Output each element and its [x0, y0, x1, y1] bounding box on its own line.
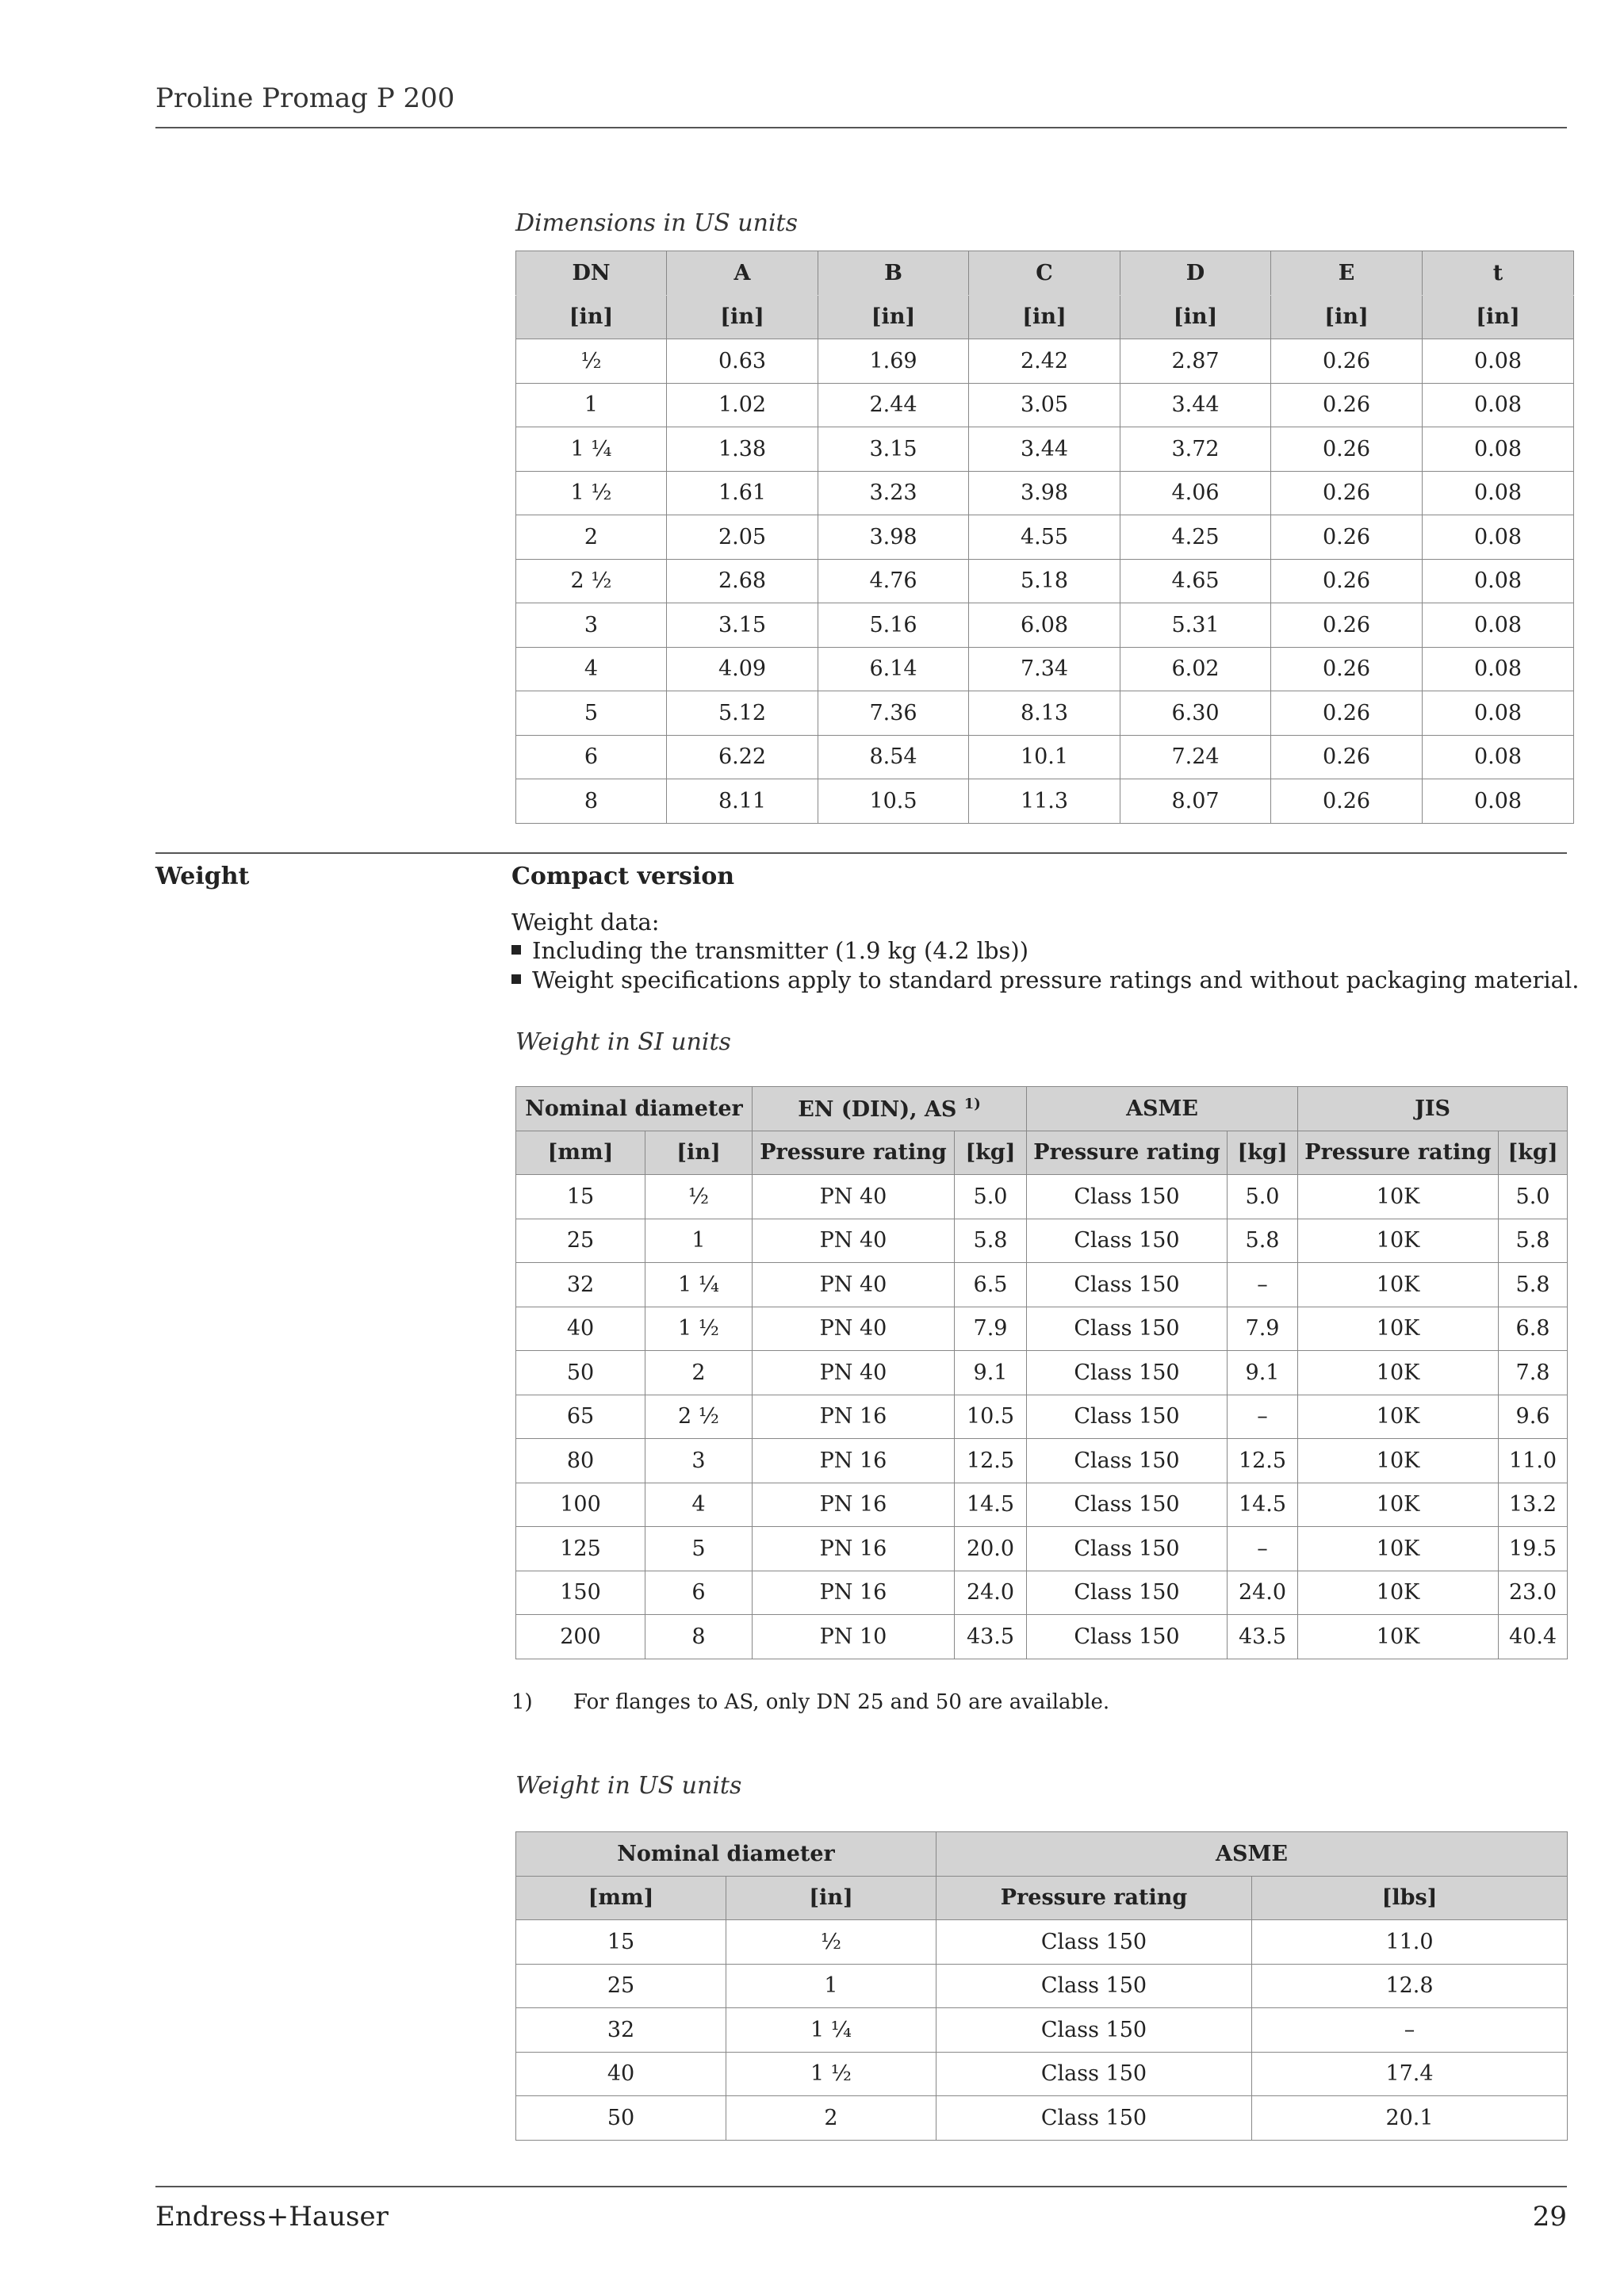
table-cell: 2	[726, 2096, 936, 2141]
table-row	[516, 339, 1574, 384]
dims-col-header: E	[1271, 251, 1423, 296]
dims-header-row	[516, 251, 1574, 296]
table-cell: 0.26	[1271, 691, 1423, 736]
weight-si-table	[515, 1086, 1568, 1659]
table-cell: 3.98	[818, 515, 969, 560]
table-cell: 0.26	[1271, 383, 1423, 427]
table-cell: 24.0	[955, 1571, 1027, 1615]
table-cell: ½	[726, 1920, 936, 1965]
si-sub-header: Pressure rating	[753, 1131, 955, 1175]
table-cell: 3.98	[969, 471, 1120, 515]
table-cell: 12.5	[955, 1439, 1027, 1483]
table-cell: Class 150	[1027, 1615, 1228, 1659]
table-cell: 0.08	[1423, 427, 1574, 472]
si-group-row	[516, 1087, 1568, 1131]
table-row	[516, 559, 1574, 603]
si-sub-header: [mm]	[516, 1131, 645, 1175]
table-cell: Class 150	[1027, 1351, 1228, 1395]
table-cell: 0.08	[1423, 647, 1574, 691]
table-cell: 15	[516, 1175, 645, 1219]
table-cell: 4	[516, 647, 667, 691]
table-cell: 25	[516, 1219, 645, 1263]
table-cell: 8.11	[667, 779, 818, 824]
table-cell: –	[1228, 1527, 1298, 1571]
table-cell: 0.08	[1423, 603, 1574, 648]
table-cell: 0.08	[1423, 559, 1574, 603]
table-cell: 19.5	[1499, 1527, 1568, 1571]
table-cell: 10K	[1298, 1219, 1499, 1263]
table-cell: 8	[645, 1615, 753, 1659]
table-cell: 0.26	[1271, 515, 1423, 560]
si-caption: Weight in SI units	[515, 1028, 731, 1056]
dims-col-unit: [in]	[1120, 295, 1271, 339]
table-cell: 5.0	[955, 1175, 1027, 1219]
table-cell: PN 16	[753, 1439, 955, 1483]
page-number: 29	[1532, 2201, 1567, 2233]
table-cell: 11.0	[1499, 1439, 1568, 1483]
table-cell: 5.0	[1499, 1175, 1568, 1219]
table-row	[516, 2008, 1568, 2053]
table-cell: 6	[645, 1571, 753, 1615]
table-cell: 0.26	[1271, 779, 1423, 824]
table-row	[516, 1527, 1568, 1571]
table-cell: 32	[516, 1263, 645, 1307]
table-cell: 6.8	[1499, 1307, 1568, 1351]
si-body	[516, 1175, 1568, 1659]
table-cell: 3	[645, 1439, 753, 1483]
table-row	[516, 2096, 1568, 2141]
table-cell: 10K	[1298, 1351, 1499, 1395]
bullet-icon	[511, 945, 521, 955]
table-cell: Class 150	[936, 2052, 1252, 2096]
table-cell: 2	[645, 1351, 753, 1395]
table-cell: 4.06	[1120, 471, 1271, 515]
table-row	[516, 647, 1574, 691]
table-cell: 200	[516, 1615, 645, 1659]
table-cell: 4.76	[818, 559, 969, 603]
section-label-weight: Weight	[155, 863, 250, 890]
bullet-text: Weight specifications apply to standard pressure ratings and without packaging material.	[532, 966, 1580, 993]
us-body	[516, 1920, 1568, 2141]
us-caption: Weight in US units	[515, 1772, 742, 1800]
table-cell: PN 40	[753, 1263, 955, 1307]
table-cell: 0.08	[1423, 779, 1574, 824]
table-cell: 1 ¼	[645, 1263, 753, 1307]
table-row	[516, 1439, 1568, 1483]
footer-rule	[155, 2186, 1567, 2187]
table-cell: 10.5	[955, 1395, 1027, 1439]
si-sub-header: [kg]	[955, 1131, 1027, 1175]
table-cell: 8.13	[969, 691, 1120, 736]
us-sub-header: [in]	[726, 1876, 936, 1920]
us-sub-header-row	[516, 1876, 1568, 1920]
table-cell: 2.05	[667, 515, 818, 560]
table-cell: Class 150	[1027, 1263, 1228, 1307]
table-cell: 150	[516, 1571, 645, 1615]
table-cell: 43.5	[1228, 1615, 1298, 1659]
weight-intro: Weight data:	[511, 909, 660, 936]
table-cell: 7.34	[969, 647, 1120, 691]
table-cell: 3.23	[818, 471, 969, 515]
table-cell: 6.30	[1120, 691, 1271, 736]
si-sub-header: [kg]	[1228, 1131, 1298, 1175]
table-cell: 10K	[1298, 1307, 1499, 1351]
table-row	[516, 383, 1574, 427]
table-cell: 40.4	[1499, 1615, 1568, 1659]
table-cell: 3.72	[1120, 427, 1271, 472]
dims-caption: Dimensions in US units	[515, 209, 798, 237]
section-title-compact: Compact version	[511, 863, 735, 890]
table-cell: Class 150	[1027, 1219, 1228, 1263]
us-group-row	[516, 1832, 1568, 1877]
table-cell: 8.54	[818, 735, 969, 779]
table-cell: PN 16	[753, 1483, 955, 1527]
table-cell: 7.9	[955, 1307, 1027, 1351]
table-cell: 1.61	[667, 471, 818, 515]
table-cell: 0.26	[1271, 427, 1423, 472]
dimensions-table	[515, 251, 1574, 824]
table-cell: 4	[645, 1483, 753, 1527]
table-cell: 15	[516, 1920, 726, 1965]
us-group-nominal: Nominal diameter	[516, 1832, 936, 1877]
table-cell: 0.26	[1271, 735, 1423, 779]
table-cell: PN 10	[753, 1615, 955, 1659]
us-sub-header: [mm]	[516, 1876, 726, 1920]
table-cell: 11.3	[969, 779, 1120, 824]
table-cell: 3.15	[818, 427, 969, 472]
si-group-asme: ASME	[1027, 1087, 1298, 1131]
table-cell: 5.8	[1499, 1263, 1568, 1307]
table-cell: 2.44	[818, 383, 969, 427]
table-cell: 6.14	[818, 647, 969, 691]
table-cell: 20.0	[955, 1527, 1027, 1571]
dims-col-unit: [in]	[1271, 295, 1423, 339]
table-cell: 5.8	[1228, 1219, 1298, 1263]
table-cell: 6.5	[955, 1263, 1027, 1307]
table-cell: 11.0	[1252, 1920, 1568, 1965]
dims-col-header: B	[818, 251, 969, 296]
weight-bullet-1	[511, 937, 1028, 964]
table-cell: Class 150	[1027, 1395, 1228, 1439]
table-cell: 23.0	[1499, 1571, 1568, 1615]
table-cell: PN 40	[753, 1351, 955, 1395]
table-cell: 10K	[1298, 1439, 1499, 1483]
table-cell: 0.26	[1271, 471, 1423, 515]
dims-col-unit: [in]	[818, 295, 969, 339]
section-rule	[155, 852, 1567, 854]
table-row	[516, 1263, 1568, 1307]
table-cell: 3	[516, 603, 667, 648]
table-cell: Class 150	[1027, 1527, 1228, 1571]
table-row	[516, 515, 1574, 560]
table-cell: 10K	[1298, 1263, 1499, 1307]
table-cell: 1 ½	[726, 2052, 936, 2096]
table-cell: 40	[516, 2052, 726, 2096]
dims-col-unit: [in]	[969, 295, 1120, 339]
si-footnote-ref: 1)	[963, 1095, 981, 1112]
table-cell: 10K	[1298, 1483, 1499, 1527]
table-cell: 5.8	[955, 1219, 1027, 1263]
table-cell: 5.31	[1120, 603, 1271, 648]
table-cell: 6	[516, 735, 667, 779]
bullet-icon	[511, 974, 521, 984]
table-cell: Class 150	[1027, 1571, 1228, 1615]
table-cell: 100	[516, 1483, 645, 1527]
table-cell: 0.08	[1423, 515, 1574, 560]
table-cell: 25	[516, 1964, 726, 2008]
table-cell: 32	[516, 2008, 726, 2053]
table-cell: 0.26	[1271, 603, 1423, 648]
table-cell: 1.69	[818, 339, 969, 384]
table-cell: 4.65	[1120, 559, 1271, 603]
table-cell: 9.6	[1499, 1395, 1568, 1439]
table-cell: 0.26	[1271, 647, 1423, 691]
table-cell: 2.68	[667, 559, 818, 603]
table-cell: 10K	[1298, 1395, 1499, 1439]
table-cell: Class 150	[936, 2096, 1252, 2141]
table-cell: 0.08	[1423, 339, 1574, 384]
dims-col-header: D	[1120, 251, 1271, 296]
table-cell: 1	[726, 1964, 936, 2008]
table-cell: 9.1	[1228, 1351, 1298, 1395]
table-row	[516, 1219, 1568, 1263]
footer-company: Endress+Hauser	[155, 2201, 389, 2233]
table-cell: 5.18	[969, 559, 1120, 603]
header-rule	[155, 127, 1567, 128]
table-cell: PN 16	[753, 1395, 955, 1439]
si-sub-header-row	[516, 1131, 1568, 1175]
table-cell: 10K	[1298, 1615, 1499, 1659]
table-cell: 3.05	[969, 383, 1120, 427]
table-row	[516, 2052, 1568, 2096]
table-cell: –	[1252, 2008, 1568, 2053]
us-sub-header: Pressure rating	[936, 1876, 1252, 1920]
si-sub-header: Pressure rating	[1027, 1131, 1228, 1175]
table-cell: 5.8	[1499, 1219, 1568, 1263]
dims-units-row	[516, 295, 1574, 339]
table-cell: 10K	[1298, 1175, 1499, 1219]
table-cell: 7.36	[818, 691, 969, 736]
table-cell: 4.25	[1120, 515, 1271, 560]
footnote-text: For flanges to AS, only DN 25 and 50 are available.	[573, 1690, 1110, 1714]
table-cell: 5.16	[818, 603, 969, 648]
table-cell: 43.5	[955, 1615, 1027, 1659]
dims-col-header: A	[667, 251, 818, 296]
table-cell: 20.1	[1252, 2096, 1568, 2141]
si-group-jis: JIS	[1298, 1087, 1568, 1131]
table-cell: 12.8	[1252, 1964, 1568, 2008]
table-cell: 6.08	[969, 603, 1120, 648]
table-cell: 13.2	[1499, 1483, 1568, 1527]
table-row	[516, 1175, 1568, 1219]
si-sub-header: [in]	[645, 1131, 753, 1175]
document-title: Proline Promag P 200	[155, 82, 455, 114]
table-cell: 9.1	[955, 1351, 1027, 1395]
table-row	[516, 427, 1574, 472]
dims-col-unit: [in]	[516, 295, 667, 339]
table-cell: Class 150	[936, 2008, 1252, 2053]
dims-col-header: t	[1423, 251, 1574, 296]
table-cell: 0.08	[1423, 471, 1574, 515]
table-row	[516, 691, 1574, 736]
table-row	[516, 1571, 1568, 1615]
table-cell: 7.8	[1499, 1351, 1568, 1395]
table-row	[516, 1615, 1568, 1659]
weight-bullet-2	[511, 966, 1579, 993]
table-cell: –	[1228, 1395, 1298, 1439]
table-cell: 10K	[1298, 1571, 1499, 1615]
table-row	[516, 471, 1574, 515]
table-cell: 10K	[1298, 1527, 1499, 1571]
table-cell: 0.08	[1423, 735, 1574, 779]
table-cell: 2.87	[1120, 339, 1271, 384]
table-cell: 0.08	[1423, 691, 1574, 736]
table-row	[516, 1307, 1568, 1351]
si-group-en-label: EN (DIN), AS	[798, 1096, 957, 1122]
table-cell: 1 ¼	[516, 427, 667, 472]
table-cell: –	[1228, 1263, 1298, 1307]
footnote-mark: 1)	[511, 1690, 533, 1714]
table-cell: Class 150	[936, 1920, 1252, 1965]
table-cell: 0.63	[667, 339, 818, 384]
table-cell: 4.09	[667, 647, 818, 691]
si-sub-header: [kg]	[1499, 1131, 1568, 1175]
table-cell: 8.07	[1120, 779, 1271, 824]
dims-col-unit: [in]	[667, 295, 818, 339]
table-cell: PN 40	[753, 1175, 955, 1219]
table-cell: 6.02	[1120, 647, 1271, 691]
table-cell: 1	[516, 383, 667, 427]
table-cell: 1	[645, 1219, 753, 1263]
table-cell: 14.5	[955, 1483, 1027, 1527]
table-cell: 3.15	[667, 603, 818, 648]
si-group-en	[753, 1087, 1027, 1131]
table-cell: Class 150	[1027, 1483, 1228, 1527]
si-sub-header: Pressure rating	[1298, 1131, 1499, 1175]
table-cell: PN 40	[753, 1307, 955, 1351]
table-cell: 2 ½	[516, 559, 667, 603]
table-cell: 1 ½	[516, 471, 667, 515]
table-row	[516, 735, 1574, 779]
dims-body	[516, 339, 1574, 824]
table-cell: PN 16	[753, 1571, 955, 1615]
table-cell: 7.9	[1228, 1307, 1298, 1351]
table-cell: 5.12	[667, 691, 818, 736]
table-cell: 2 ½	[645, 1395, 753, 1439]
table-row	[516, 1483, 1568, 1527]
table-cell: 6.22	[667, 735, 818, 779]
table-row	[516, 1920, 1568, 1965]
table-row	[516, 779, 1574, 824]
table-cell: 14.5	[1228, 1483, 1298, 1527]
table-cell: 4.55	[969, 515, 1120, 560]
table-row	[516, 603, 1574, 648]
table-cell: 80	[516, 1439, 645, 1483]
table-cell: 50	[516, 2096, 726, 2141]
weight-us-table	[515, 1831, 1568, 2141]
table-cell: 8	[516, 779, 667, 824]
table-cell: 5	[516, 691, 667, 736]
table-cell: ½	[645, 1175, 753, 1219]
table-cell: 10.1	[969, 735, 1120, 779]
us-group-asme: ASME	[936, 1832, 1568, 1877]
table-cell: ½	[516, 339, 667, 384]
table-cell: 125	[516, 1527, 645, 1571]
table-cell: 0.08	[1423, 383, 1574, 427]
table-cell: 12.5	[1228, 1439, 1298, 1483]
table-cell: 0.26	[1271, 559, 1423, 603]
table-cell: 10.5	[818, 779, 969, 824]
table-cell: Class 150	[1027, 1175, 1228, 1219]
table-cell: 3.44	[1120, 383, 1271, 427]
table-cell: 17.4	[1252, 2052, 1568, 2096]
dims-col-header: DN	[516, 251, 667, 296]
us-sub-header: [lbs]	[1252, 1876, 1568, 1920]
table-cell: Class 150	[1027, 1439, 1228, 1483]
table-cell: 65	[516, 1395, 645, 1439]
table-cell: 1 ¼	[726, 2008, 936, 2053]
dims-col-header: C	[969, 251, 1120, 296]
table-row	[516, 1395, 1568, 1439]
table-row	[516, 1964, 1568, 2008]
dims-col-unit: [in]	[1423, 295, 1574, 339]
table-cell: 5	[645, 1527, 753, 1571]
table-cell: 24.0	[1228, 1571, 1298, 1615]
table-cell: 1 ½	[645, 1307, 753, 1351]
table-cell: 1.02	[667, 383, 818, 427]
table-cell: PN 16	[753, 1527, 955, 1571]
table-cell: 3.44	[969, 427, 1120, 472]
table-cell: 40	[516, 1307, 645, 1351]
table-cell: 2	[516, 515, 667, 560]
table-cell: Class 150	[1027, 1307, 1228, 1351]
table-cell: 2.42	[969, 339, 1120, 384]
table-cell: 50	[516, 1351, 645, 1395]
table-row	[516, 1351, 1568, 1395]
si-group-nominal: Nominal diameter	[516, 1087, 753, 1131]
table-cell: 0.26	[1271, 339, 1423, 384]
table-cell: 5.0	[1228, 1175, 1298, 1219]
table-cell: Class 150	[936, 1964, 1252, 2008]
table-cell: 1.38	[667, 427, 818, 472]
table-cell: PN 40	[753, 1219, 955, 1263]
table-cell: 7.24	[1120, 735, 1271, 779]
bullet-text: Including the transmitter (1.9 kg (4.2 lbs))	[532, 937, 1029, 964]
